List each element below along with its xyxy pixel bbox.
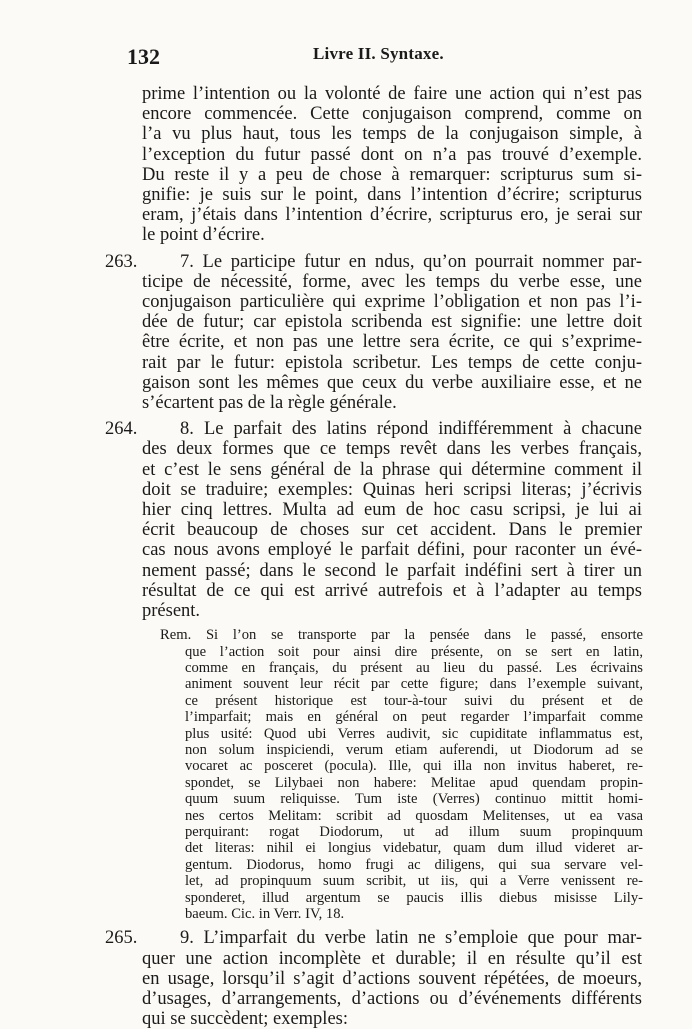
text-line: s’écartent pas de la règle générale.: [142, 393, 397, 413]
text-line: encore commencée. Cette conjugaison comprend, comme on: [142, 104, 642, 125]
remark-line: non solum inspiciendi, verum etiam auferendi, ut Diodorum ad se: [185, 742, 643, 758]
text-line: ticipe de nécessité, forme, avec les temps du verbe esse, une: [142, 271, 642, 292]
text-line: nement passé; dans le second le parfait indéfini sert à tirer un: [142, 560, 642, 581]
text-line: l’exception du futur passé dont on n’a pas trouvé d’exemple.: [142, 144, 642, 165]
remark-line: quum suum reliquisse. Tum iste (Verres) continuo mittit homi-: [185, 791, 643, 808]
text-line: gaison sont les mêmes que ceux du verbe auxiliaire esse, et ne: [142, 372, 642, 393]
running-title: Livre II. Syntaxe.: [313, 44, 444, 63]
text-line: doit se traduire; exemples: Quinas heri scripsi literas; j’écrivis: [142, 479, 642, 500]
remark-line: perquirant: rogat Diodorum, ut ad illum suum propinquum: [185, 824, 643, 840]
text-line: d’usages, d’arrangements, d’actions ou d’événements différents: [142, 989, 642, 1009]
text-line: rait par le futur: epistola scribetur. Les temps de cette conju-: [142, 352, 642, 373]
text-line: et c’est le sens général de la phrase qui détermine comment il: [142, 459, 642, 480]
remark-line: sponderet, illud argentum se paucis illis diebus misisse Lily-: [185, 889, 643, 906]
text-line: qui se succèdent; exemples:: [142, 1009, 349, 1029]
remark-line: plus usité: Quod ubi Verres audivit, sic cupiditate inflammatus est,: [185, 725, 643, 742]
section-number: 264.: [105, 419, 138, 440]
text-line: l’a vu plus haut, tous les temps de la conjugaison simple, à: [142, 124, 642, 145]
text-line: résultat de ce qui est arrivé autrefois et à l’adapter au temps: [142, 580, 642, 601]
remark-line: baeum. Cic. in Verr. IV, 18.: [185, 906, 345, 922]
remark-line: vocaret ac posceret (pocula). Ille, qui illa non invitus haberet, re-: [185, 758, 643, 775]
text-line: Du reste il y a peu de chose à remarquer: scripturus sum si-: [142, 164, 642, 185]
text-line: des deux formes que ce temps revêt dans les verbes français,: [142, 439, 642, 460]
remark-line: ce présent historique est tour-à-tour suivi du présent et de: [185, 692, 643, 709]
text-line: dée de futur; car epistola scribenda est signifie: une lettre doit: [142, 312, 642, 333]
text-line: cas nous avons employé le parfait défini, pour raconter un évé-: [142, 540, 642, 561]
text-line: quer une action incomplète et durable; il en résulte qu’il est: [142, 948, 642, 969]
text-line: 9. L’imparfait du verbe latin ne s’emploie que pour mar-: [180, 928, 642, 949]
text-line: le point d’écrire.: [142, 225, 265, 246]
text-line: être écrite, et non pas une lettre sera écrite, ce qui s’exprime-: [142, 332, 642, 353]
text-line: eram, j’étais dans l’intention d’écrire, scripturus ero, je serai sur: [142, 205, 642, 226]
text-line: prime l’intention ou la volonté de faire une action qui n’est pas: [142, 84, 642, 104]
page-header: [127, 40, 642, 74]
page-number: 132: [127, 44, 160, 69]
remark-line: que l’action soit pour ainsi dire présente, on se sert en latin,: [185, 643, 643, 660]
remark-line: let, ad propinquum suum scribit, ut iis, qui a Verre venissent re-: [185, 873, 643, 890]
text-line: hier cinq lettres. Multa ad eum de hoc casu scripsi, je lui ai: [142, 500, 642, 520]
section-number: 265.: [105, 928, 138, 949]
remark-line: animent souvent leur récit par cette figure; dans l’exemple suivant,: [185, 676, 643, 693]
remark-line: Rem. Si l’on se transporte par la pensée dans le passé, ensorte: [160, 627, 643, 644]
remark-line: gentum. Diodorus, homo frugi ac diligens, qui sua servare vel-: [185, 856, 643, 873]
remark-line: det literas: nihil ei longius videbatur, quam dum illud videret ar-: [185, 840, 643, 857]
section-number: 263.: [105, 251, 138, 272]
remark-line: spondet, se Lilybaei non habere: Melitae apud quendam propin-: [185, 774, 643, 791]
remark-line: comme en français, du présent au lieu du passé. Les écrivains: [185, 660, 643, 676]
text-line: conjugaison particulière qui exprime l’obligation et non pas l’i-: [142, 292, 642, 312]
text-line: 8. Le parfait des latins répond indifféremment à chacune: [180, 419, 642, 440]
remark-line: l’imparfait; mais en général on peut regarder l’imparfait comme: [185, 709, 643, 726]
text-line: gnifie: je suis sur le point, dans l’intention d’écrire; scripturus: [142, 185, 642, 205]
text-line: 7. Le participe futur en ndus, qu’on pourrait nommer par-: [180, 251, 642, 272]
remark-line: nes certos Melitam: scribit ad quosdam Melitenses, ut ea vasa: [185, 807, 643, 824]
text-line: écrit beaucoup de choses sur cet accident. Dans le premier: [142, 520, 642, 541]
text-line: en usage, lorsqu’il s’agit d’actions souvent répétées, de moeurs,: [142, 968, 642, 989]
text-line: présent.: [142, 601, 201, 621]
